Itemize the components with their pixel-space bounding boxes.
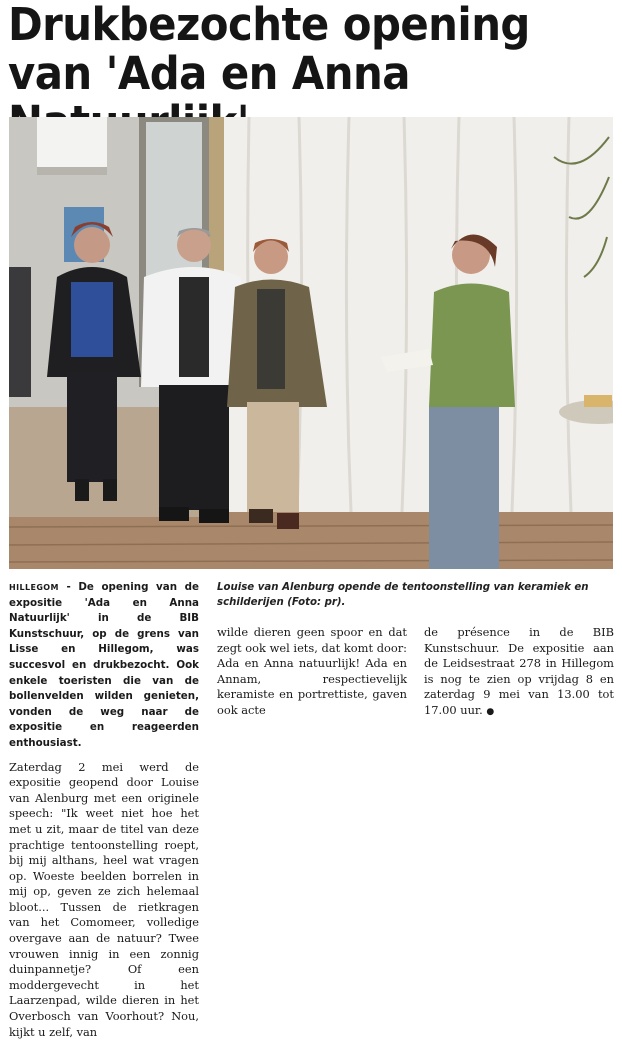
column-2: [217, 625, 407, 719]
photo-illustration: [9, 117, 613, 569]
column-3: [424, 625, 614, 721]
column-1: [9, 580, 199, 1040]
body-paragraph-3-text: de présence in de BIB Kunstschuur. De expositie aan de Leidsestraat 278 in Hillegom is nog te zien op vrijdag 8 en zaterdag 9 mei van 13.00 tot 17.00 uur.: [424, 625, 614, 717]
lead-text: - De opening van de expositie 'Ada en Anna Natuurlijk' in de BIB Kunstschuur, op de grens van Lisse en Hillegom, was succesvol en drukbezocht. Ook enkele toeristen die van de bollenvelden wilden genieten, vonden de weg naar de expositie en reageerden enthousiast.: [9, 581, 200, 749]
article-photo: [9, 117, 613, 569]
lead-paragraph: [9, 580, 199, 752]
end-mark: ●: [486, 706, 495, 717]
dateline: HILLEGOM: [9, 583, 59, 592]
body-paragraph-2: wilde dieren geen spoor en dat zegt ook wel iets, dat komt door: Ada en Anna natuurlijk! Ada en Annam, respectievelijk keramiste en portrettiste, gaven ook acte: [217, 625, 407, 717]
article-headline: Drukbezochte opening van 'Ada en Anna: [8, 0, 530, 100]
photo-caption: Louise van Alenburg opende de tentoonstelling van keramiek en schilderijen (Foto: pr).: [217, 582, 589, 608]
body-paragraph-3: [424, 625, 614, 721]
body-paragraph-1: Zaterdag 2 mei werd de expositie geopend door Louise van Alenburg met een originele speech: "Ik weet niet hoe het met u zit, maar de titel van deze prachtige tentoonstelling roept, bij mij althans, heel wat vragen op. Woeste beelden borrelen in mij op, geven ze zich helemaal bloot... Tussen de rietkragen van het Comomeer, volledige overgave aan de natuur? Twee vrouwen innig in een zonnig duinpannetje? Of een moddergevecht in het Laarzenpad, wilde dieren in het Overbosch van Voorhout? Nou, kijkt u zelf, van: [9, 759, 199, 1039]
